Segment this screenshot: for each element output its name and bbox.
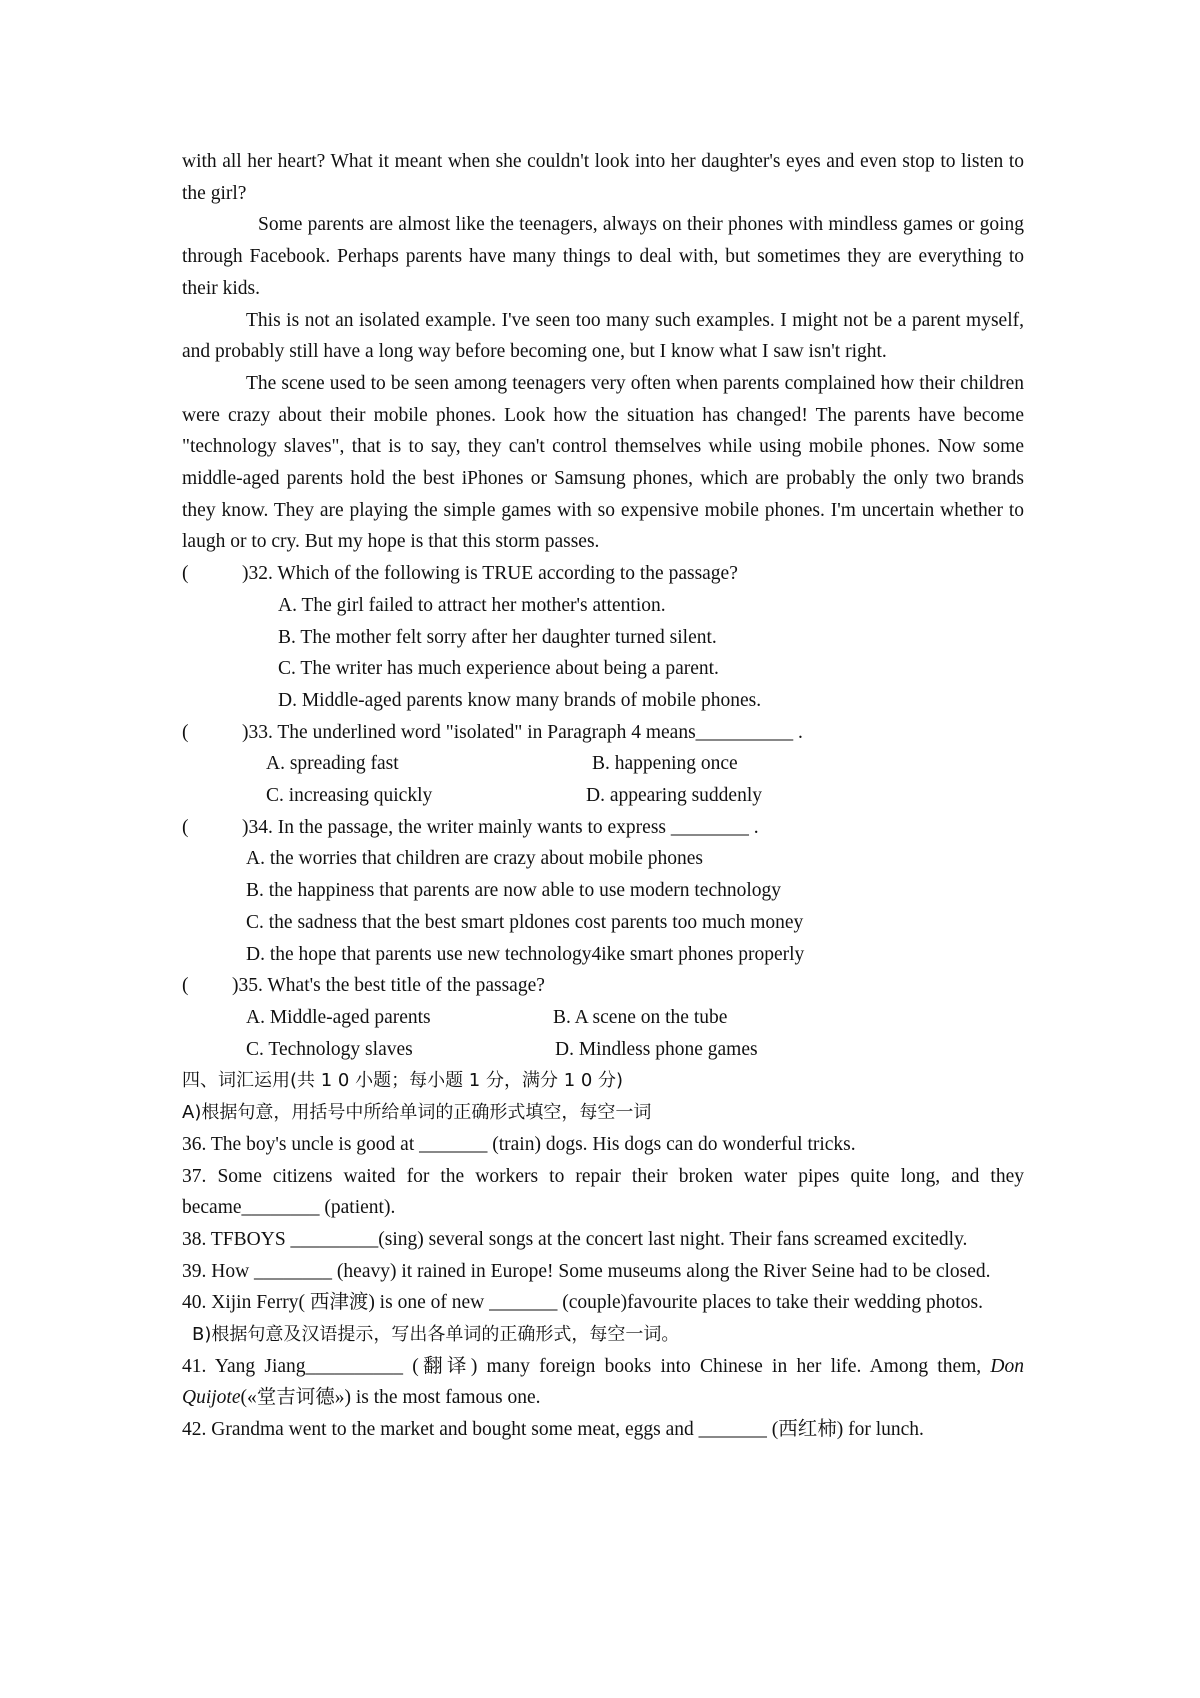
option-b: B. The mother felt sorry after her daughter turned silent. — [278, 626, 717, 648]
option-a: A. the worries that children are crazy about mobile phones — [246, 848, 704, 870]
answer-paren: ( — [182, 721, 189, 743]
option-b: B. A scene on the tube — [553, 1006, 728, 1028]
passage-paragraph: This is not an isolated example. I've seen too many such examples. I might not be a parent myself, and probably still have a long way before becoming one, but I know what I saw isn't right. — [182, 309, 1024, 363]
option-d: D. the hope that parents use new technology4ike smart phones properly — [246, 943, 805, 965]
question-stem: )32. Which of the following is TRUE according to the passage? — [242, 563, 738, 585]
answer-paren: ( — [182, 975, 189, 997]
passage-paragraph: Some parents are almost like the teenagers, always on their phones with mindless games or going through Facebook. Perhaps parents have many things to deal with, but sometimes they are everything to their kids. — [182, 214, 1024, 299]
option-c: C. The writer has much experience about being a parent. — [278, 658, 719, 680]
part-a-instruction: A)根据句意，用括号中所给单词的正确形式填空，每空一词 — [182, 1102, 652, 1124]
question-37: 37. Some citizens waited for the workers to repair their broken water pipes quite long, and they became________ (patient). — [182, 1165, 1024, 1219]
question-41-text: 41. Yang Jiang__________ (翻译) many foreign books into Chinese in her life. Among them, — [182, 1355, 991, 1377]
option-b: B. the happiness that parents are now able to use modern technology — [246, 880, 782, 902]
question-36: 36. The boy's uncle is good at _______ (train) dogs. His dogs can do wonderful tricks. — [182, 1133, 856, 1155]
passage-paragraph-cont: with all her heart? What it meant when she couldn't look into her daughter's eyes and even stop to listen to the girl? — [182, 151, 1024, 204]
option-a: A. Middle-aged parents — [246, 1006, 431, 1028]
question-39: 39. How ________ (heavy) it rained in Europe! Some museums along the River Seine had to be closed. — [182, 1260, 991, 1282]
section-title: 四、词汇运用(共 1 0 小题；每小题 1 分，满分 1 0 分) — [182, 1070, 624, 1092]
question-35 — [182, 970, 1024, 1065]
option-a: A. The girl failed to attract her mother's attention. — [278, 594, 666, 616]
question-34 — [182, 812, 1024, 971]
question-stem: )34. In the passage, the writer mainly wants to express ________ . — [242, 816, 759, 838]
part-b-instruction: B)根据句意及汉语提示，写出各单词的正确形式，每空一词。 — [192, 1324, 680, 1346]
option-c: C. the sadness that the best smart pldones cost parents too much money — [246, 911, 804, 933]
book-title: Don Quijote — [182, 1355, 1024, 1409]
option-d: D. Mindless phone games — [555, 1038, 758, 1060]
answer-paren: ( — [182, 816, 189, 838]
question-41 — [182, 1351, 1024, 1414]
option-c: C. increasing quickly — [266, 785, 433, 807]
option-d: D. Middle-aged parents know many brands of mobile phones. — [278, 689, 762, 711]
question-33 — [182, 717, 1024, 812]
question-38: 38. TFBOYS _________(sing) several songs at the concert last night. Their fans screamed excitedly. — [182, 1228, 968, 1250]
exam-page — [182, 146, 1024, 1446]
answer-paren: ( — [182, 563, 189, 585]
question-32 — [182, 558, 1024, 717]
option-d: D. appearing suddenly — [586, 785, 762, 807]
question-stem: )35. What's the best title of the passage? — [232, 975, 545, 997]
question-42: 42. Grandma went to the market and bought some meat, eggs and _______ (西红柿) for lunch. — [182, 1419, 924, 1441]
question-40: 40. Xijin Ferry( 西津渡) is one of new _______ (couple)favourite places to take their wedding photos. — [182, 1292, 983, 1314]
question-stem: )33. The underlined word "isolated" in Paragraph 4 means__________ . — [242, 721, 803, 743]
option-c: C. Technology slaves — [246, 1038, 413, 1060]
question-41-tail: («堂吉诃德») is the most famous one. — [240, 1387, 541, 1409]
passage-paragraph: The scene used to be seen among teenagers very often when parents complained how their children were crazy about their mobile phones. Look how the situation has changed! The parents have become "technology slaves", that is to say, they can't control themselves while using mobile phones. Now some middle-aged parents hold the best iPhones or Samsung phones, which are probably the only two brands they know. They are playing the simple games with so expensive mobile phones. I'm uncertain whether to laugh or to cry. But my hope is that this storm passes. — [182, 372, 1024, 553]
option-b: B. happening once — [592, 753, 738, 775]
option-a: A. spreading fast — [266, 753, 399, 775]
